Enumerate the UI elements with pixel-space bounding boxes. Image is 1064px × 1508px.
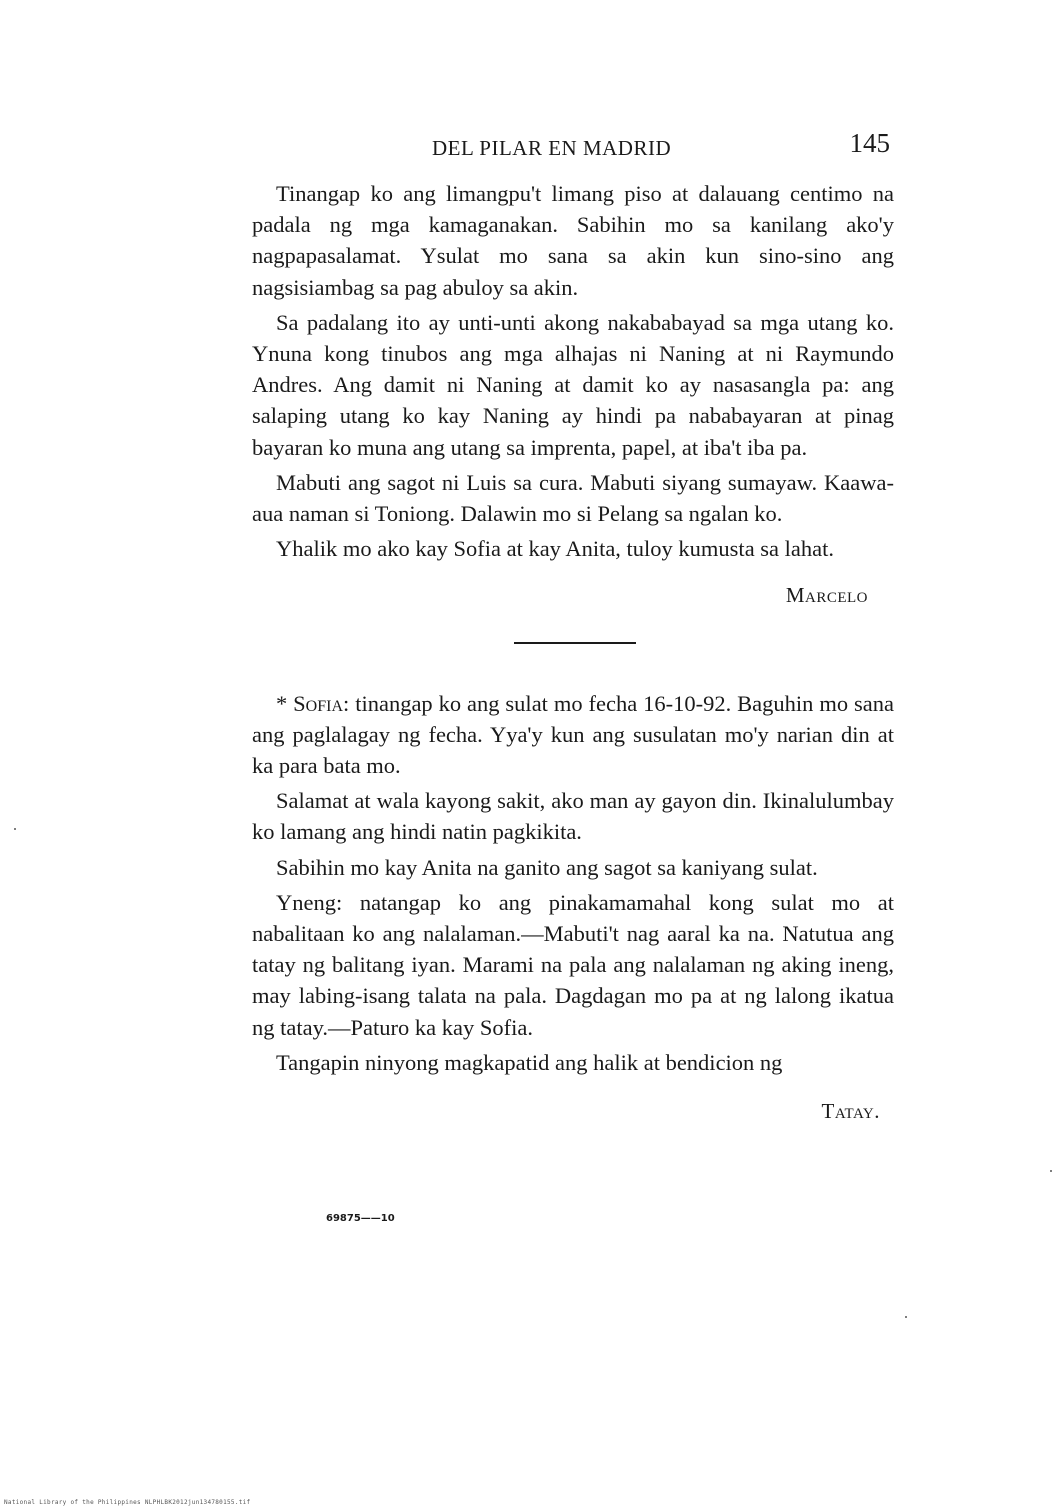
letter1-paragraph-3: Mabuti ang sagot ni Luis sa cura. Mabuti siyang sumayaw. Kaawa-aua naman si Toniong. Dalawin mo si Pelang sa ngalan ko. — [252, 469, 894, 527]
letter1-signature: Marcelo — [785, 583, 868, 608]
printer-mark: 69875——10 — [326, 1213, 395, 1224]
scan-speck — [14, 828, 16, 830]
scan-footer: National Library of the Philippines NLPHLBK2012jun134780155.tif — [4, 1499, 251, 1506]
body-text — [252, 178, 894, 1127]
letter2-paragraph-2: Salamat at wala kayong sakit, ako man ay gayon din. Ikinalulumbay ko lamang ang hindi natin pagkikita. — [252, 788, 894, 845]
section-gap — [252, 644, 894, 688]
running-title: DEL PILAR EN MADRID — [432, 136, 672, 160]
letter2-paragraph-1-text: tinangap ko ang sulat mo fecha 16-10-92. Baguhin mo sana ang paglalagay ng fecha. Yya'y kun ang susulatan mo'y narian din at ka para bata mo. — [252, 690, 894, 779]
letter2-signature: Tatay. — [821, 1099, 880, 1124]
letter1-paragraph-4: Yhalik mo ako kay Sofia at kay Anita, tuloy kumusta sa lahat. — [276, 536, 835, 562]
letter2-paragraph-5: Tangapin ninyong magkapatid ang halik at bendicion ng — [276, 1049, 783, 1075]
letter1-paragraph-2: Sa padalang ito ay unti-unti akong nakababayad sa mga utang ko. Ynuna kong tinubos ang mga alhajas ni Naning at ni Raymundo Andres. Ang damit ni Naning at damit ko ay nasasangla pa: ang salaping utang ko kay Naning ay hindi pa nababayaran at pinag bayaran ko muna ang utang sa imprenta, papel, at iba't iba pa. — [252, 309, 894, 460]
scan-speck — [1050, 1170, 1052, 1172]
letter2-salutation: * Sofia: — [276, 690, 350, 716]
page-number: 145 — [849, 128, 890, 158]
letter2-paragraph-1 — [252, 688, 894, 782]
scan-speck — [905, 1316, 907, 1318]
letter1-paragraph-1: Tinangap ko ang limangpu't limang piso at dalauang centimo na padala ng mga kamaganakan. Sabihin mo sa kanilang ako'y nagpapasalamat. Ysulat mo sana sa akin kun sino-sino ang nagsisiambag sa pag abuloy sa akin. — [252, 181, 894, 300]
letter2-paragraph-3: Sabihin mo kay Anita na ganito ang sagot sa kaniyang sulat. — [276, 854, 818, 880]
letter2-paragraph-4: Yneng: natangap ko ang pinakamamahal kong sulat mo at nabalitaan ko ang nalalaman.—Mabuti't nag aaral ka na. Natutua ang tatay ng balitang iyan. Marami na pala ang nalalaman ng aking ineng, may labing-isang talata na pala. Dagdagan mo pa at ng lalong ikatua ng tatay.—Paturo ka kay Sofia. — [252, 889, 894, 1040]
running-head — [250, 128, 890, 164]
